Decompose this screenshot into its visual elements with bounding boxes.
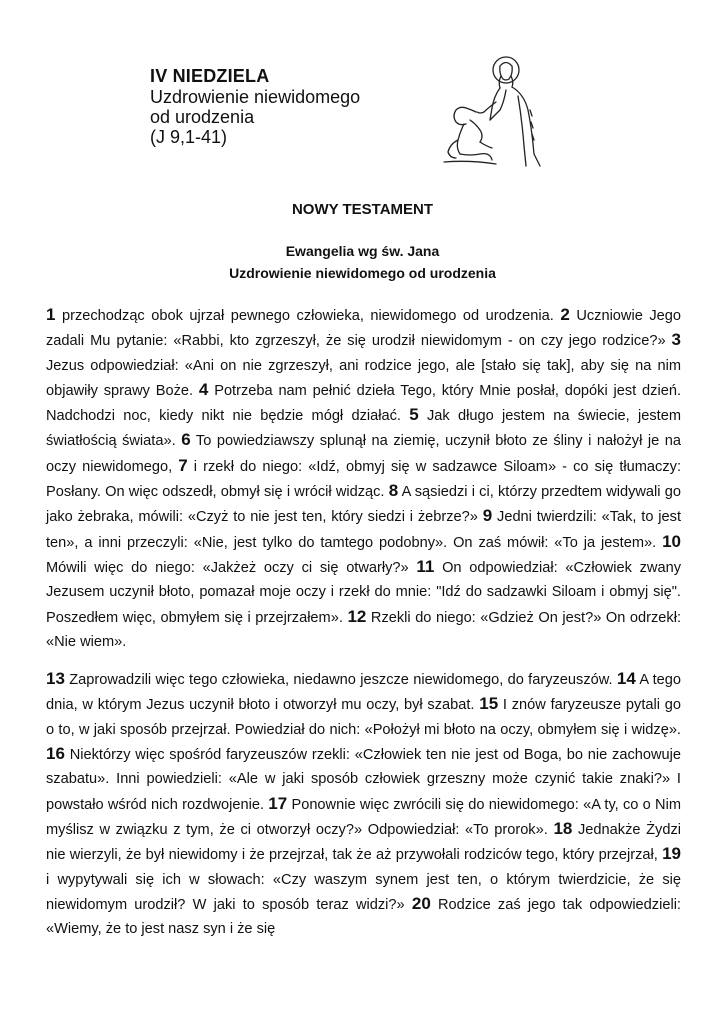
verse-number: 3 [671,330,681,350]
verse-text: Mówili więc do niego: «Jakżeż oczy ci się otwarły?» [46,559,417,576]
reading-subtitle-line: od urodzenia [150,107,255,127]
verse-text: On odpowiedział: «Człowiek zwany Jezusem uczynił błoto, pomazał moje oczy i rzekł do mnie: "Idź do sadzawki Siloam i obmyj się". Poszedłem więc, obmyłem się i przejrzałem». [46,559,681,626]
verse-text: Jezus odpowiedział: «Ani on nie zgrzeszył, ani rodzice jego, ale [stało się tak], aby się na nim objawiły sprawy Boże. [46,357,681,399]
verse-text: Jednakże Żydzi nie wierzyli, że był niewidomy i że przejrzał, tak że aż przywołali rodziców tego, który przejrzał, [46,821,682,864]
scripture-text [46,303,681,941]
verse-number: 16 [46,744,65,764]
verse-number: 12 [347,606,367,626]
verse-number: 5 [409,405,419,425]
verse-number: 17 [268,793,288,813]
verse-number: 20 [411,893,431,913]
verse-number: 15 [479,694,499,714]
verse-text: Jak długo jestem na świecie, jestem światłością świata». [46,408,681,450]
verse-number: 11 [416,556,435,576]
gospel-heading [0,240,725,284]
sunday-header [150,66,360,147]
verse-text: Uczniowie Jego zadali Mu pytanie: «Rabbi, kto zgrzeszył, że się urodził niewidomym - on czy jego rodzice?» [46,308,681,350]
verse-text: Jedni twierdzili: «Tak, to jest ten», a inni przeczyli: «Nie, jest tylko do tamtego podobny». On zaś mówił: «To ja jestem». [46,509,681,551]
verse-text: przechodząc obok ujrzał pewnego człowieka, niewidomego od urodzenia. [55,308,561,324]
gospel-book-title: Ewangelia wg św. Jana [285,243,440,259]
verse-number: 9 [482,506,493,526]
verse-number: 2 [560,305,570,324]
scripture-paragraph [46,667,681,941]
verse-number: 6 [181,430,191,450]
verse-text: A sąsiedzi i ci, którzy przedtem widywali go jako żebraka, mówili: «Czyż to nie jest ten, który siedzi i żebrze?» [46,484,681,526]
verse-text: I znów faryzeusze pytali go o to, w jaki sposób przejrzał. Powiedział do nich: «Położył mi błoto na oczy, obmyłem się i widzę». [46,697,681,738]
verse-text: Potrzeba nam pełnić dzieła Tego, który Mnie posłał, dopóki jest dzień. Nadchodzi noc, kiedy nikt nie będzie mógł działać. [46,382,681,425]
scripture-paragraph [46,303,681,654]
verse-text: Rzekli do niego: «Gdzież On jest?» On odrzekł: «Nie wiem». [46,609,681,650]
sunday-title: IV NIEDZIELA [150,66,270,86]
reading-reference: (J 9,1-41) [150,127,228,147]
christ-healing-blind-man-icon [440,50,548,168]
verse-text: Ponownie więc zwrócili się do niewidomego: «A ty, co o Nim myślisz w związku z tym, że ci otworzył oczy?» Odpowiedział: «To prorok». [46,796,681,838]
verse-number: 4 [198,379,209,399]
verse-number: 14 [616,669,636,689]
verse-number: 18 [553,818,573,838]
reading-subtitle-line: Uzdrowienie niewidomego [150,87,361,107]
verse-text: Rodzice zaś jego tak odpowiedzieli: «Wiemy, że to jest nasz syn i że się [46,896,681,938]
verse-text: To powiedziawszy splunął na ziemię, uczynił błoto ze śliny i nałożył je na oczy niewidomego, [46,433,681,475]
section-title: NOWY TESTAMENT [291,201,434,218]
verse-number: 7 [178,455,188,475]
verse-text: i rzekł do niego: «Idź, obmyj się w sadzawce Siloam» - co się tłumaczy: Posłany. On więc odszedł, obmył się i wrócił widząc. [46,458,681,501]
verse-number: 19 [662,844,681,864]
verse-number: 8 [388,481,399,501]
verse-text: Zaprowadzili więc tego człowieka, niedawno jeszcze niewidomego, do faryzeuszów. [64,672,617,689]
verse-number: 10 [662,531,681,551]
verse-text: A tego dnia, w którym Jezus uczynił błoto i otworzył mu oczy, był szabat. [46,672,681,714]
verse-number: 1 [46,305,56,324]
verse-number: 13 [46,669,65,689]
verse-text: Niektórzy więc spośród faryzeuszów rzekli: «Człowiek ten nie jest od Boga, bo nie zachowuje szabatu». Inni powiedzieli: «Ale w jaki sposób człowiek grzeszny może czynić takie znaki?» I powstało wśród nich rozdwojenie. [46,747,681,813]
verse-text: i wypytywali się ich w słowach: «Czy waszym synem jest ten, o którym twierdzicie, że się niewidomym urodził? W jaki to sposób teraz widzi?» [46,871,681,913]
gospel-pericope-title: Uzdrowienie niewidomego od urodzenia [229,265,496,281]
